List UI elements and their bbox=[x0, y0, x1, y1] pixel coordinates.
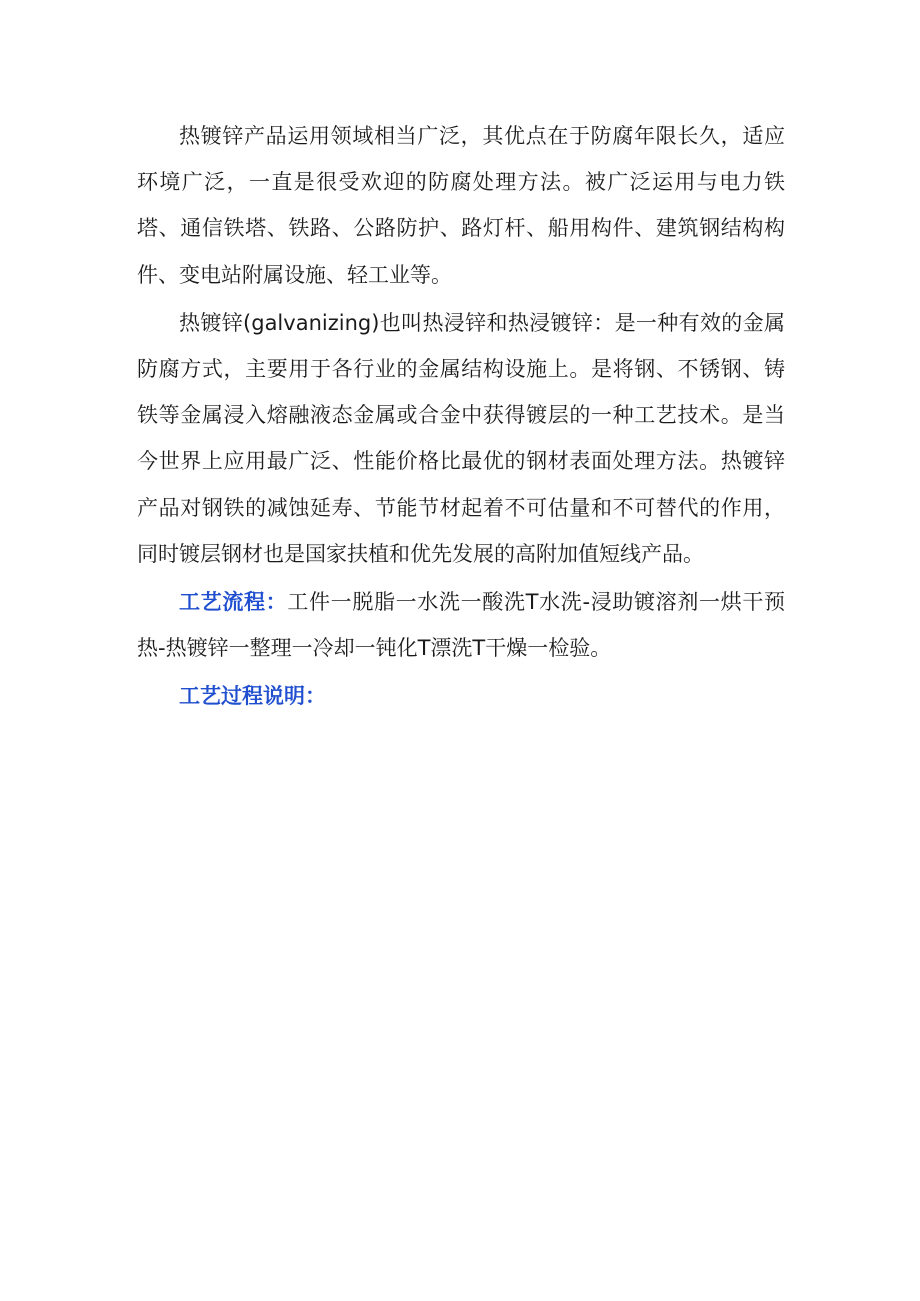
paragraph-definition: 热镀锌(galvanizing)也叫热浸锌和热浸镀锌：是一种有效的金属防腐方式，主要用于各行业的金属结构设施上。是将钢、不锈钢、铸铁等金属浸入熔融液态金属或合金中获得镀层的一种工艺技术。是当今世界上应用最广泛、性能价格比最优的钢材表面处理方法。热镀锌产品对钢铁的减蚀延寿、节能节材起着不可估量和不可替代的作用，同时镀层钢材也是国家扶植和优先发展的高附加值短线产品。 bbox=[137, 310, 785, 566]
process-description-label: 工艺过程说明： bbox=[179, 684, 326, 709]
process-flow-text: 工件一脱脂一水洗一酸洗T水洗-浸助镀溶剂一烘干预热-热镀锌一整理一冷却一钝化T漂洗T干燥一检验。 bbox=[137, 590, 786, 661]
paragraph-process-flow bbox=[137, 579, 785, 671]
document-body bbox=[137, 113, 785, 720]
paragraph-applications: 热镀锌产品运用领域相当广泛，其优点在于防腐年限长久，适应环境广泛，一直是很受欢迎的防腐处理方法。被广泛运用与电力铁塔、通信铁塔、铁路、公路防护、路灯杆、船用构件、建筑钢结构构件、变电站附属设施、轻工业等。 bbox=[137, 124, 785, 287]
process-flow-label: 工艺流程： bbox=[179, 590, 288, 615]
paragraph-process-description bbox=[137, 673, 785, 719]
